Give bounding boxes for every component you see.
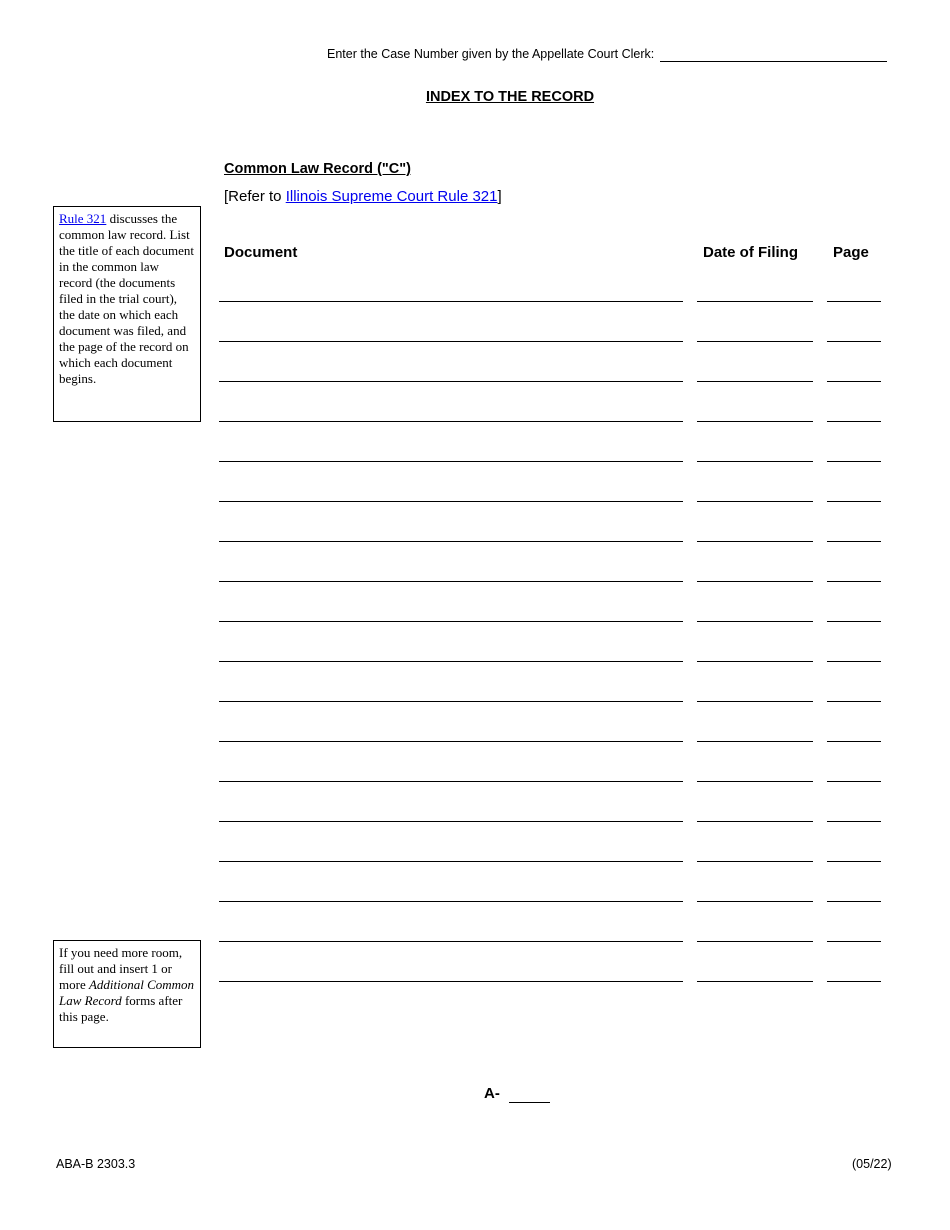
- document-line[interactable]: [219, 541, 683, 542]
- document-line[interactable]: [219, 501, 683, 502]
- date-of-filing-line[interactable]: [697, 661, 813, 662]
- date-of-filing-line[interactable]: [697, 421, 813, 422]
- note1-text: discusses the common law record. List the title of each document in the common law record (the documents filed in the trial court), the date on which each document was filed, and the page of the record on which each document begins.: [59, 211, 195, 386]
- date-of-filing-line[interactable]: [697, 461, 813, 462]
- note-rule-321-link[interactable]: Rule 321: [59, 211, 107, 226]
- rule-reference: [224, 188, 502, 205]
- refer-prefix: [Refer to: [224, 188, 286, 205]
- case-number-field[interactable]: [660, 61, 887, 62]
- date-of-filing-line[interactable]: [697, 781, 813, 782]
- section-title: Common Law Record ("C"): [224, 161, 411, 177]
- case-number-label: Enter the Case Number given by the Appellate Court Clerk:: [327, 47, 655, 61]
- date-of-filing-line[interactable]: [697, 541, 813, 542]
- form-revision-date: (05/22): [852, 1157, 892, 1171]
- rule-321-note: [53, 206, 201, 422]
- page-line[interactable]: [827, 301, 881, 302]
- document-line[interactable]: [219, 661, 683, 662]
- document-line[interactable]: [219, 701, 683, 702]
- page-line[interactable]: [827, 821, 881, 822]
- refer-suffix: ]: [497, 188, 502, 205]
- date-of-filing-line[interactable]: [697, 901, 813, 902]
- document-line[interactable]: [219, 781, 683, 782]
- page-line[interactable]: [827, 941, 881, 942]
- page-line[interactable]: [827, 421, 881, 422]
- document-line[interactable]: [219, 581, 683, 582]
- date-of-filing-line[interactable]: [697, 941, 813, 942]
- date-of-filing-line[interactable]: [697, 581, 813, 582]
- document-line[interactable]: [219, 341, 683, 342]
- page-line[interactable]: [827, 901, 881, 902]
- form-id: ABA-B 2303.3: [56, 1157, 136, 1171]
- page-line[interactable]: [827, 701, 881, 702]
- column-header-document: Document: [224, 244, 298, 261]
- document-line[interactable]: [219, 421, 683, 422]
- document-line[interactable]: [219, 981, 683, 982]
- page-line[interactable]: [827, 861, 881, 862]
- page-line[interactable]: [827, 341, 881, 342]
- note2-form-name: Additional Common Law Record: [59, 977, 195, 1008]
- document-line[interactable]: [219, 741, 683, 742]
- document-line[interactable]: [219, 301, 683, 302]
- page-line[interactable]: [827, 661, 881, 662]
- date-of-filing-line[interactable]: [697, 501, 813, 502]
- date-of-filing-line[interactable]: [697, 981, 813, 982]
- date-of-filing-line[interactable]: [697, 341, 813, 342]
- page-line[interactable]: [827, 621, 881, 622]
- page-line[interactable]: [827, 741, 881, 742]
- more-room-note: [53, 940, 201, 1048]
- document-line[interactable]: [219, 461, 683, 462]
- page-number-field[interactable]: [509, 1102, 550, 1103]
- document-line[interactable]: [219, 901, 683, 902]
- column-header-page: Page: [833, 244, 869, 261]
- date-of-filing-line[interactable]: [697, 821, 813, 822]
- document-line[interactable]: [219, 861, 683, 862]
- document-line[interactable]: [219, 941, 683, 942]
- date-of-filing-line[interactable]: [697, 701, 813, 702]
- page-title: INDEX TO THE RECORD: [425, 89, 595, 105]
- date-of-filing-line[interactable]: [697, 381, 813, 382]
- column-header-date-of-filing: Date of Filing: [703, 244, 798, 261]
- document-line[interactable]: [219, 621, 683, 622]
- note2-text-a: If you need more room, fill out and insert 1 or more: [59, 945, 183, 992]
- page-line[interactable]: [827, 461, 881, 462]
- page-line[interactable]: [827, 381, 881, 382]
- date-of-filing-line[interactable]: [697, 861, 813, 862]
- page-line[interactable]: [827, 541, 881, 542]
- rule-321-link[interactable]: Illinois Supreme Court Rule 321: [285, 188, 498, 205]
- page-line[interactable]: [827, 501, 881, 502]
- document-line[interactable]: [219, 381, 683, 382]
- page-line[interactable]: [827, 981, 881, 982]
- date-of-filing-line[interactable]: [697, 301, 813, 302]
- document-line[interactable]: [219, 821, 683, 822]
- date-of-filing-line[interactable]: [697, 621, 813, 622]
- page-line[interactable]: [827, 581, 881, 582]
- page-line[interactable]: [827, 781, 881, 782]
- page-number-label: A-: [484, 1085, 500, 1102]
- note2-text-b: forms after this page.: [59, 993, 183, 1024]
- date-of-filing-line[interactable]: [697, 741, 813, 742]
